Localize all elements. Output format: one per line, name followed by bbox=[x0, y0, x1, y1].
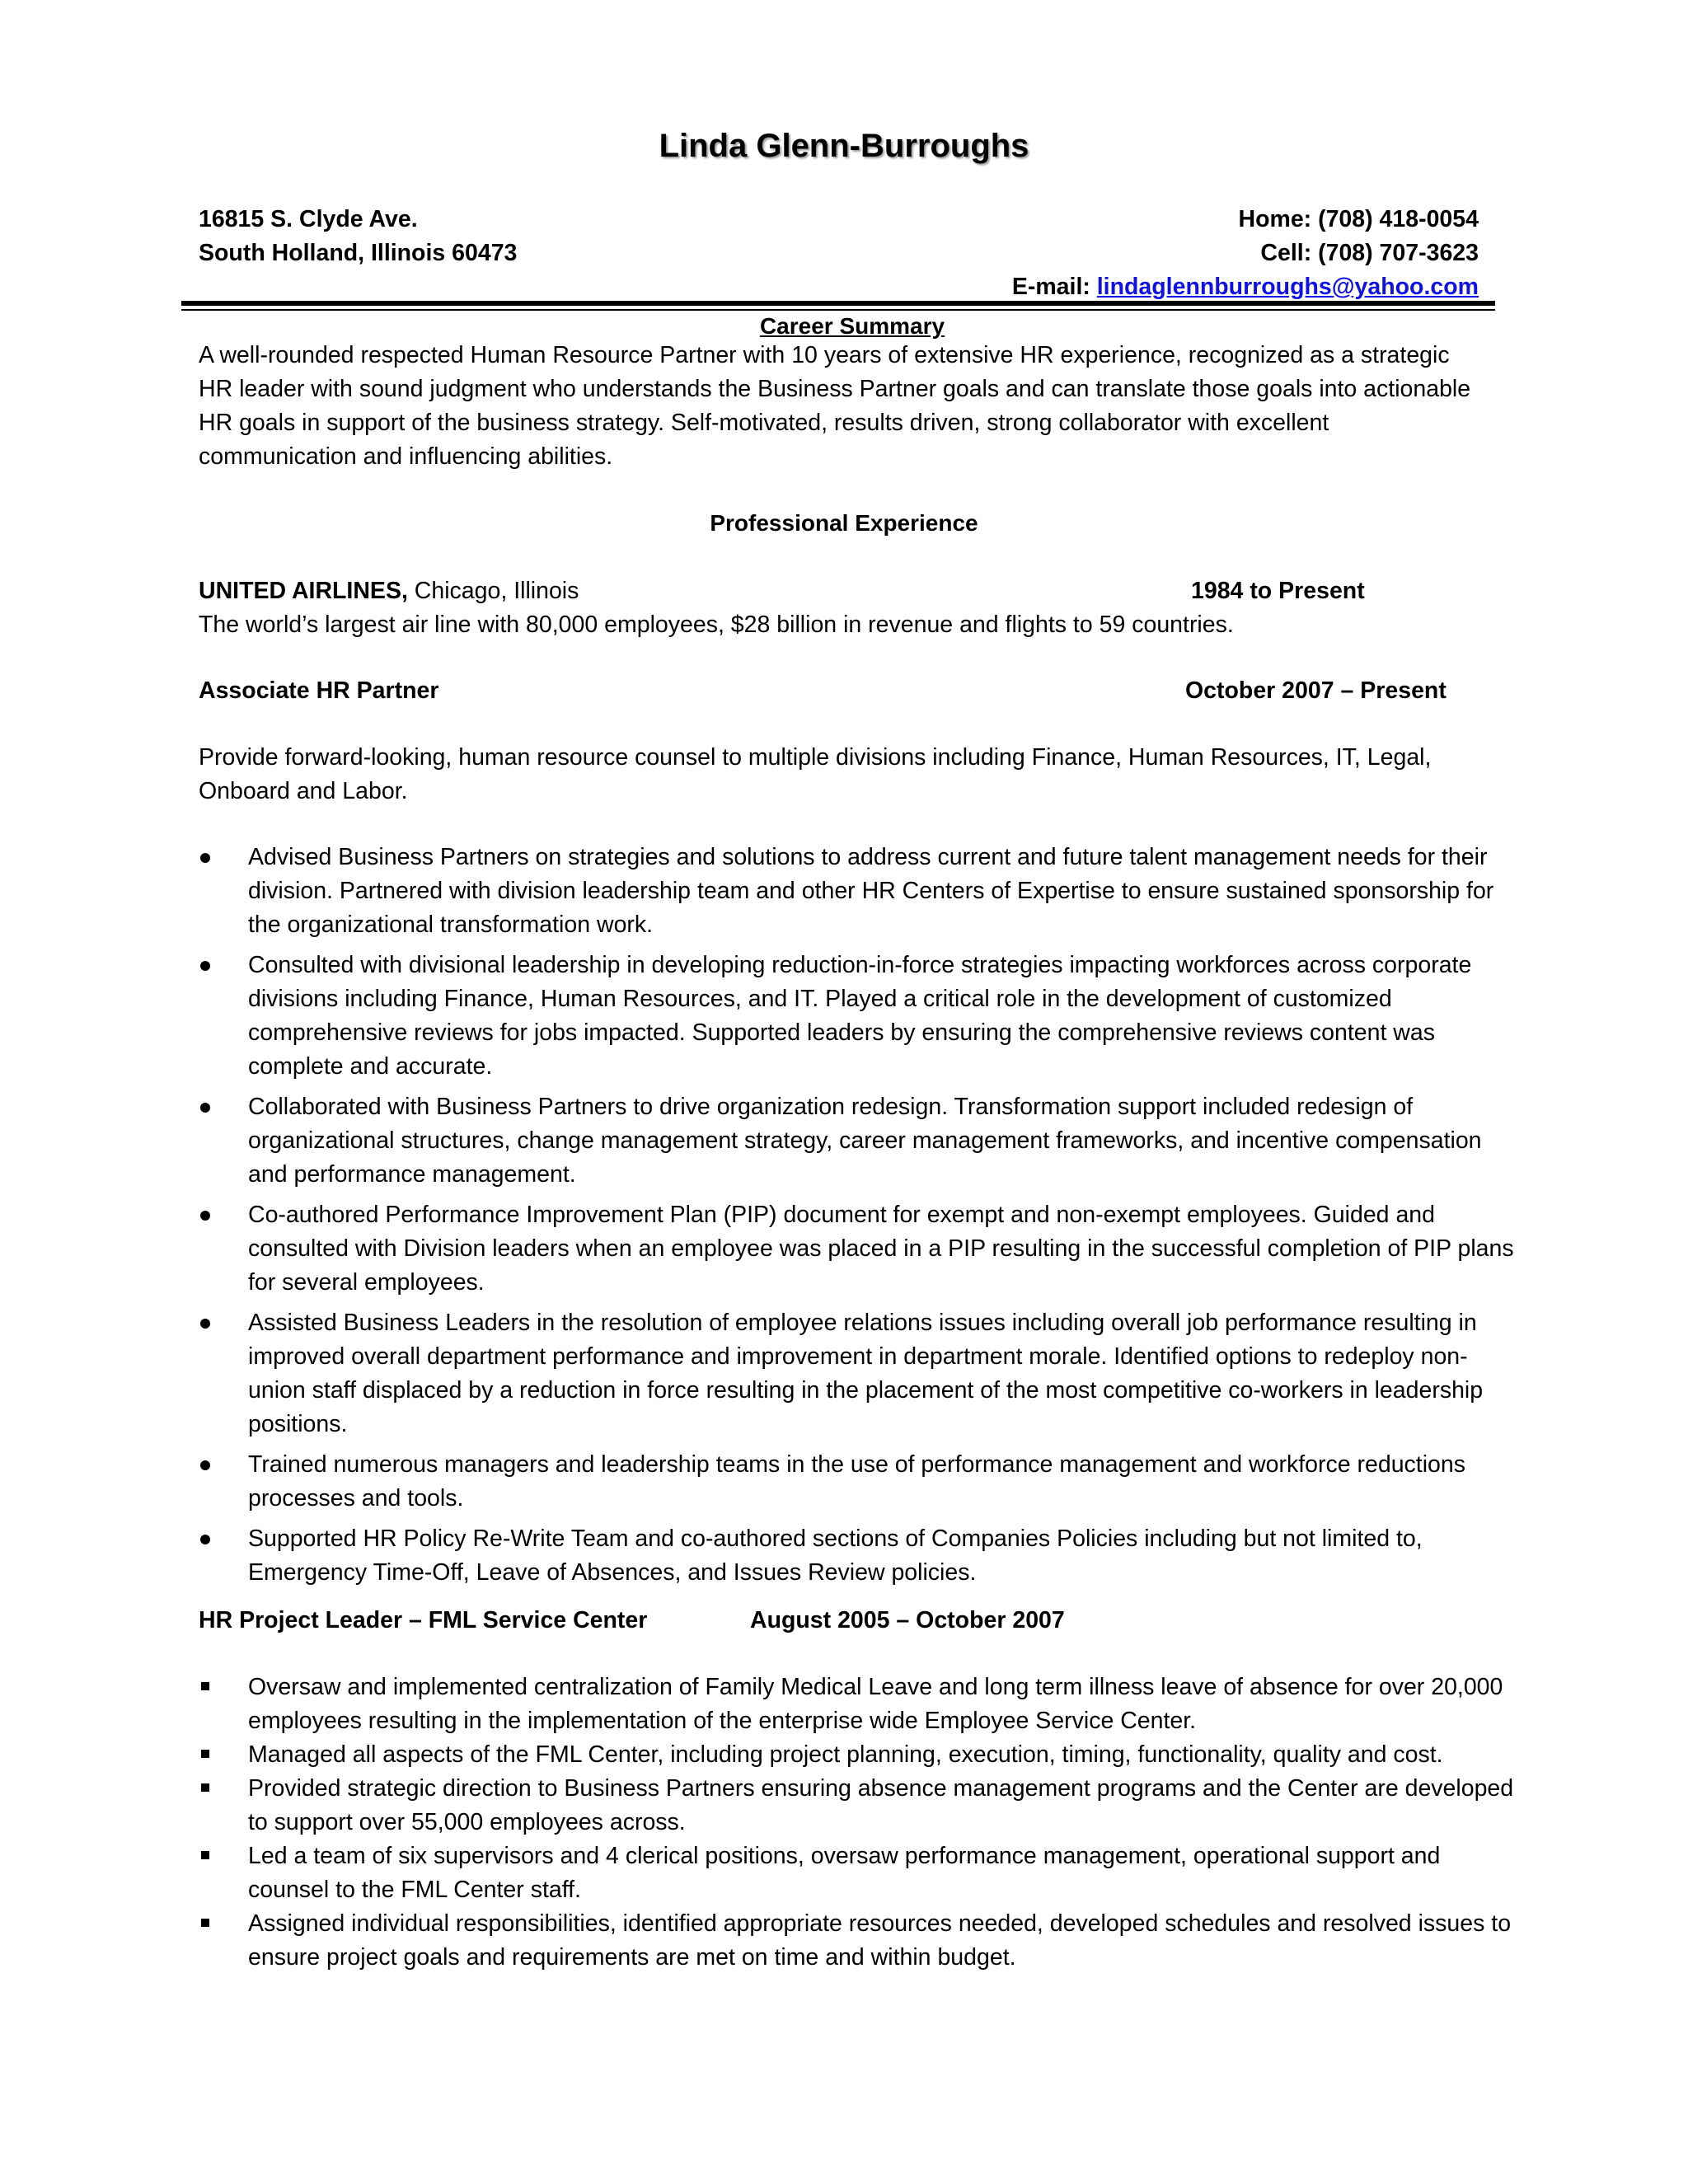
role-dates-hr-project-leader: August 2005 – October 2007 bbox=[750, 1607, 1065, 1633]
address-block bbox=[199, 203, 517, 270]
email-label: E-mail: bbox=[1011, 274, 1097, 300]
list-item: Trained numerous managers and leadership teams in the use of performance management and workforce reductions processes and tools. bbox=[248, 1451, 1466, 1511]
list-item: Collaborated with Business Partners to drive organization redesign. Transformation support included redesign of organizational structures, change management strategy, career management frameworks, and incentive compensation and performance management. bbox=[248, 1094, 1482, 1188]
career-summary-heading: Career Summary bbox=[759, 313, 945, 339]
employer-name: UNITED AIRLINES, bbox=[199, 578, 408, 604]
list-item: Consulted with divisional leadership in developing reduction-in-force strategies impacting workforces across corporate divisions including Finance, Human Resources, and IT. Played a critical role in the development of customized comprehensive reviews for jobs impacted. Supported leaders by ensuring the comprehensive reviews content was complete and accurate. bbox=[248, 952, 1472, 1080]
career-summary-text: A well-rounded respected Human Resource Partner with 10 years of extensive HR experience, recognized as a strategic HR leader with sound judgment who understands the Business Partner goals and can translate those goals into actionable HR goals in support of the business strategy. Self-motivated, results driven, strong collaborator with excellent communication and influencing abilities. bbox=[199, 342, 1471, 470]
employer-line bbox=[199, 574, 579, 608]
associate-hr-partner-bullets bbox=[199, 841, 1517, 1596]
role-summary: Provide forward-looking, human resource counsel to multiple divisions including Finance, Human Resources, IT, Legal, Onboard and Labor. bbox=[199, 744, 1432, 804]
cell-phone: Cell: (708) 707-3623 bbox=[1260, 240, 1479, 266]
home-phone: Home: (708) 418-0054 bbox=[1238, 206, 1479, 232]
role-title-hr-project-leader: HR Project Leader – FML Service Center bbox=[199, 1607, 648, 1633]
list-item: Supported HR Policy Re-Write Team and co-authored sections of Companies Policies including but not limited to, Emergency Time-Off, Leave of Absences, and Issues Review policies. bbox=[248, 1526, 1423, 1586]
list-item: Advised Business Partners on strategies and solutions to address current and future talent management needs for their division. Partnered with division leadership team and other HR Centers of Expertise to ensure sustained sponsorship for the organizational transformation work. bbox=[248, 844, 1494, 938]
list-item: Led a team of six supervisors and 4 clerical positions, oversaw performance management, operational support and counsel to the FML Center staff. bbox=[248, 1843, 1441, 1903]
email-link[interactable]: lindaglennburroughs@yahoo.com bbox=[1096, 274, 1479, 300]
list-item: Assigned individual responsibilities, identified appropriate resources needed, developed schedules and resolved issues to ensure project goals and requirements are met on time and within budget. bbox=[248, 1910, 1512, 1971]
address-line-1: 16815 S. Clyde Ave. bbox=[199, 206, 418, 232]
employer-description: The world’s largest air line with 80,000 employees, $28 billion in revenue and flights to 59 countries. bbox=[199, 612, 1234, 638]
employer-dates: 1984 to Present bbox=[1191, 578, 1365, 604]
list-item: Managed all aspects of the FML Center, including project planning, execution, timing, functionality, quality and cost. bbox=[248, 1741, 1443, 1768]
role-title-associate-hr-partner: Associate HR Partner bbox=[199, 677, 439, 704]
email-line bbox=[1012, 270, 1479, 304]
professional-experience-heading: Professional Experience bbox=[710, 510, 978, 536]
header-divider-thick bbox=[181, 301, 1495, 306]
address-line-2: South Holland, Illinois 60473 bbox=[199, 240, 518, 266]
list-item: Provided strategic direction to Business Partners ensuring absence management programs and the Center are developed to support over 55,000 employees across. bbox=[248, 1775, 1514, 1835]
contact-block bbox=[1012, 203, 1479, 304]
hr-project-leader-bullets bbox=[199, 1671, 1517, 1975]
list-item: Assisted Business Leaders in the resolution of employee relations issues including overall job performance resulting in improved overall department performance and improvement in department morale. Identified options to redeploy non-union staff displaced by a reduction in force resulting in the placement of the most competitive co-workers in leadership positions. bbox=[248, 1310, 1484, 1437]
list-item: Co-authored Performance Improvement Plan (PIP) document for exempt and non-exempt employees. Guided and consulted with Division leaders when an employee was placed in a PIP resulting in the successful completion of PIP plans for several employees. bbox=[248, 1202, 1514, 1296]
employer-location: Chicago, Illinois bbox=[407, 578, 579, 604]
candidate-name: Linda Glenn-Burroughs bbox=[659, 128, 1029, 164]
header-divider-thin bbox=[181, 309, 1495, 311]
list-item: Oversaw and implemented centralization of Family Medical Leave and long term illness leave of absence for over 20,000 employees resulting in the implementation of the enterprise wide Employee Service Center. bbox=[248, 1674, 1503, 1734]
role-dates-associate-hr-partner: October 2007 – Present bbox=[1185, 677, 1447, 704]
